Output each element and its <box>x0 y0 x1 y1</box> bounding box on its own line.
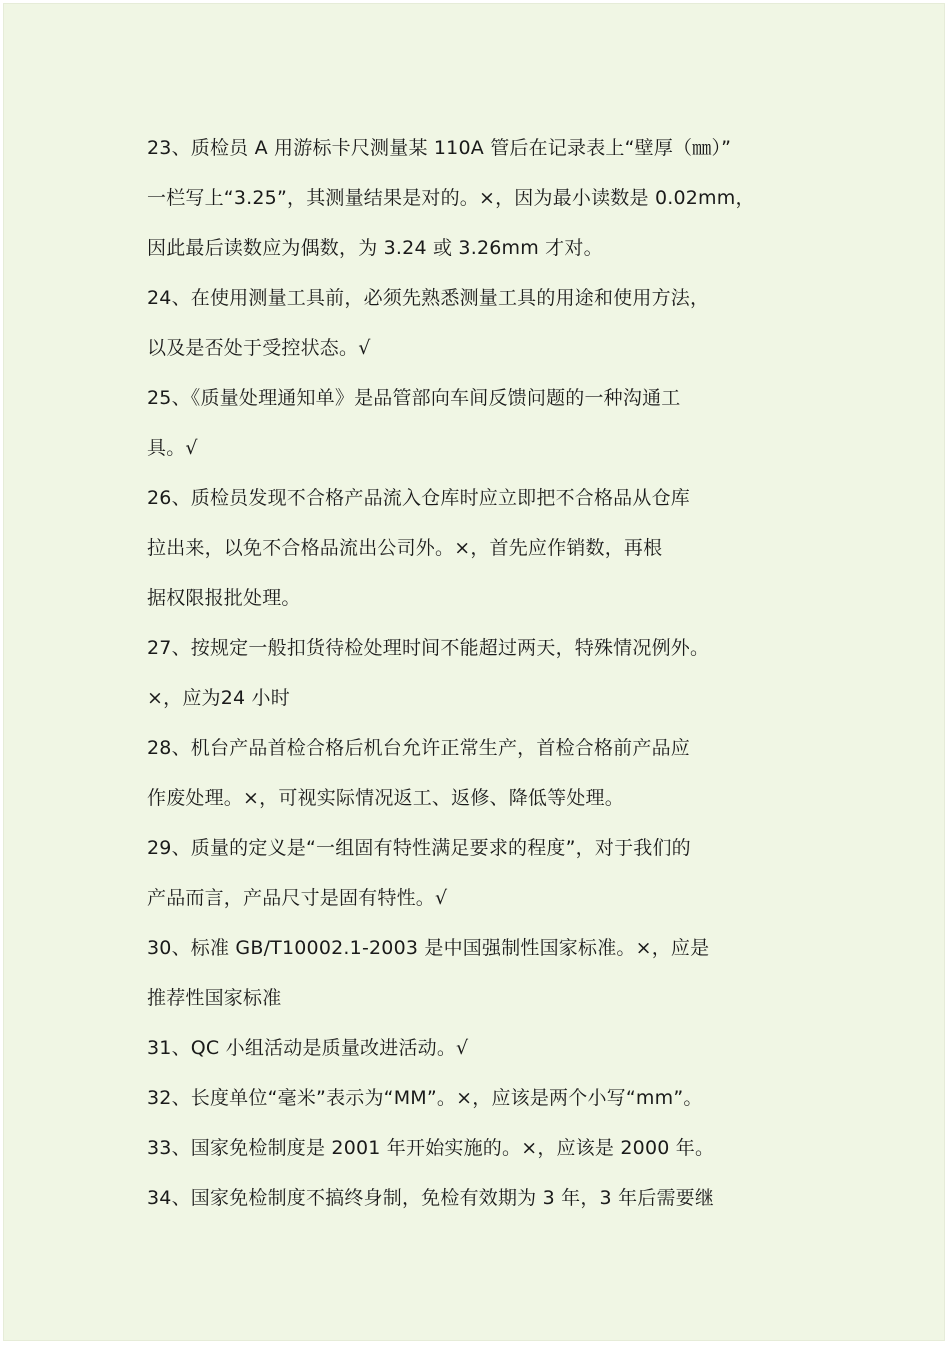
text-line: 作废处理。×，可视实际情况返工、返修、降低等处理。 <box>147 787 624 809</box>
text-line: 32、长度单位“毫米”表示为“MM”。×，应该是两个小写“mm”。 <box>147 1087 703 1109</box>
text-line: 推荐性国家标准 <box>147 987 282 1009</box>
text-line: 25、《质量处理通知单》是品管部向车间反馈问题的一种沟通工 <box>147 387 681 409</box>
text-line: 30、标准 GB/T10002.1-2003 是中国强制性国家标准。×，应是 <box>147 937 710 959</box>
text-line: 一栏写上“3.25”，其测量结果是对的。×，因为最小读数是 0.02mm， <box>147 187 755 209</box>
text-line: 因此最后读数应为偶数，为 3.24 或 3.26mm 才对。 <box>147 237 603 259</box>
text-line: 产品而言，产品尺寸是固有特性。√ <box>147 887 448 909</box>
text-line: 以及是否处于受控状态。√ <box>147 337 371 359</box>
text-line: 拉出来，以免不合格品流出公司外。×，首先应作销数，再根 <box>147 537 663 559</box>
text-line: 具。√ <box>147 437 198 459</box>
text-line: 29、质量的定义是“一组固有特性满足要求的程度”，对于我们的 <box>147 837 691 859</box>
text-line: 据权限报批处理。 <box>147 587 301 609</box>
text-line: 34、国家免检制度不搞终身制，免检有效期为 3 年，3 年后需要继 <box>147 1187 715 1209</box>
text-line: ×，应为24 小时 <box>147 687 290 709</box>
text-line: 27、按规定一般扣货待检处理时间不能超过两天，特殊情况例外。 <box>147 637 710 659</box>
text-line: 28、机台产品首检合格后机台允许正常生产，首检合格前产品应 <box>147 737 690 759</box>
text-line: 23、质检员 A 用游标卡尺测量某 110A 管后在记录表上“壁厚（㎜）” <box>147 137 732 159</box>
document-page <box>3 3 945 1341</box>
text-line: 31、QC 小组活动是质量改进活动。√ <box>147 1037 469 1059</box>
text-line: 26、质检员发现不合格产品流入仓库时应立即把不合格品从仓库 <box>147 487 690 509</box>
text-line: 24、在使用测量工具前，必须先熟悉测量工具的用途和使用方法， <box>147 287 710 309</box>
text-line: 33、国家免检制度是 2001 年开始实施的。×，应该是 2000 年。 <box>147 1137 715 1159</box>
document-body <box>147 125 847 1225</box>
